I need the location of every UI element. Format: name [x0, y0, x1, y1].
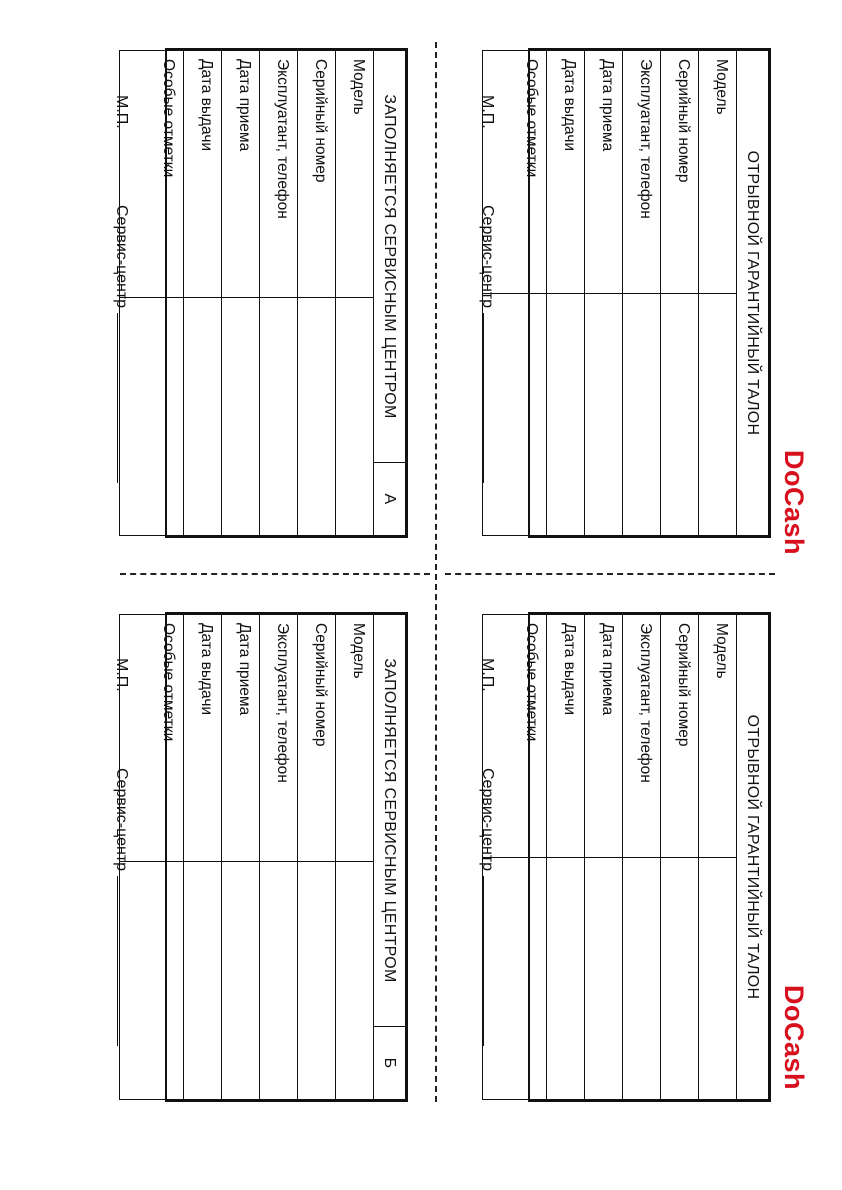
field-model-label: Модель: [336, 615, 374, 862]
field-owner-value[interactable]: [260, 298, 298, 536]
field-owner-value[interactable]: [623, 857, 661, 1100]
service-coupon-b-fields: [119, 614, 374, 1100]
field-owner-label: Эксплуатант, телефон: [260, 51, 298, 298]
cut-line-horizontal-right: [445, 573, 775, 575]
field-issued-label: Дата выдачи: [547, 51, 585, 294]
service-center-bottom-right: [478, 768, 496, 1046]
service-coupon-b: [160, 612, 408, 1102]
service-coupon-a-table: [373, 50, 406, 536]
field-notes-label: Особые отметки: [483, 51, 547, 294]
field-issued-label: Дата выдачи: [184, 51, 222, 298]
field-serial-label: Серийный номер: [298, 51, 336, 298]
field-received-value[interactable]: [222, 862, 260, 1100]
tear-coupon-bottom-table: [482, 614, 769, 1100]
field-notes-label: Особые отметки: [483, 615, 547, 858]
field-owner-value[interactable]: [260, 862, 298, 1100]
cut-line-horizontal-left: [120, 573, 430, 575]
field-issued-value[interactable]: [547, 857, 585, 1100]
field-serial-value[interactable]: [661, 293, 699, 536]
field-model-value[interactable]: [336, 298, 374, 536]
field-serial-label: Серийный номер: [661, 615, 699, 858]
service-coupon-a: [160, 48, 408, 538]
field-issued-label: Дата выдачи: [184, 615, 222, 862]
field-serial-label: Серийный номер: [661, 51, 699, 294]
service-center-signature-line: [117, 876, 118, 1046]
field-serial-label: Серийный номер: [298, 615, 336, 862]
service-center-label: Сервис-центр: [113, 205, 130, 309]
service-center-signature-line: [117, 313, 118, 483]
field-model-label: Модель: [699, 51, 737, 294]
field-received-value[interactable]: [585, 293, 623, 536]
service-center-label: Сервис-центр: [479, 205, 496, 309]
stamp-label-bottom-left: М.П.: [113, 658, 130, 692]
brand-logo-bottom: DoCash: [779, 985, 809, 1091]
field-received-value[interactable]: [585, 857, 623, 1100]
service-coupon-b-table: [373, 614, 406, 1100]
service-center-signature-line: [483, 313, 484, 483]
field-model-value[interactable]: [336, 862, 374, 1100]
field-issued-label: Дата выдачи: [547, 615, 585, 858]
field-received-label: Дата приема: [222, 51, 260, 298]
field-serial-value[interactable]: [298, 862, 336, 1100]
field-notes-label: Особые отметки: [120, 615, 184, 862]
service-coupon-a-letter: А: [374, 463, 406, 536]
field-serial-value[interactable]: [661, 857, 699, 1100]
field-owner-label: Эксплуатант, телефон: [260, 615, 298, 862]
field-model-value[interactable]: [699, 293, 737, 536]
stamp-label-bottom-right: М.П.: [479, 658, 496, 692]
tear-coupon-bottom: [523, 612, 771, 1102]
field-received-label: Дата приема: [222, 615, 260, 862]
field-issued-value[interactable]: [184, 862, 222, 1100]
service-coupon-a-title: ЗАПОЛНЯЕТСЯ СЕРВИСНЫМ ЦЕНТРОМ: [374, 51, 406, 463]
field-owner-label: Эксплуатант, телефон: [623, 51, 661, 294]
tear-coupon-title: ОТРЫВНОЙ ГАРАНТИЙНЫЙ ТАЛОН: [737, 615, 769, 1100]
tear-coupon-title: ОТРЫВНОЙ ГАРАНТИЙНЫЙ ТАЛОН: [737, 51, 769, 536]
service-center-bottom-left: [112, 768, 130, 1046]
stamp-label-top-left: М.П.: [113, 95, 130, 129]
field-serial-value[interactable]: [298, 298, 336, 536]
service-center-signature-line: [483, 876, 484, 1046]
stamp-label-top-right: М.П.: [479, 95, 496, 129]
service-center-top-right: [478, 205, 496, 483]
field-issued-value[interactable]: [184, 298, 222, 536]
field-owner-label: Эксплуатант, телефон: [623, 615, 661, 858]
field-received-label: Дата приема: [585, 615, 623, 858]
service-center-label: Сервис-центр: [113, 768, 130, 872]
service-coupon-a-fields: [119, 50, 374, 536]
field-owner-value[interactable]: [623, 293, 661, 536]
tear-coupon-top: [523, 48, 771, 538]
service-center-top-left: [112, 205, 130, 483]
service-coupon-b-title: ЗАПОЛНЯЕТСЯ СЕРВИСНЫМ ЦЕНТРОМ: [374, 615, 406, 1027]
tear-coupon-top-table: [482, 50, 769, 536]
field-model-label: Модель: [336, 51, 374, 298]
field-received-label: Дата приема: [585, 51, 623, 294]
service-coupon-b-letter: Б: [374, 1027, 406, 1100]
field-model-label: Модель: [699, 615, 737, 858]
cut-line-vertical: [435, 42, 437, 1102]
field-received-value[interactable]: [222, 298, 260, 536]
service-center-label: Сервис-центр: [479, 768, 496, 872]
field-notes-label: Особые отметки: [120, 51, 184, 298]
brand-logo-top: DoCash: [779, 450, 809, 556]
field-model-value[interactable]: [699, 857, 737, 1100]
field-issued-value[interactable]: [547, 293, 585, 536]
